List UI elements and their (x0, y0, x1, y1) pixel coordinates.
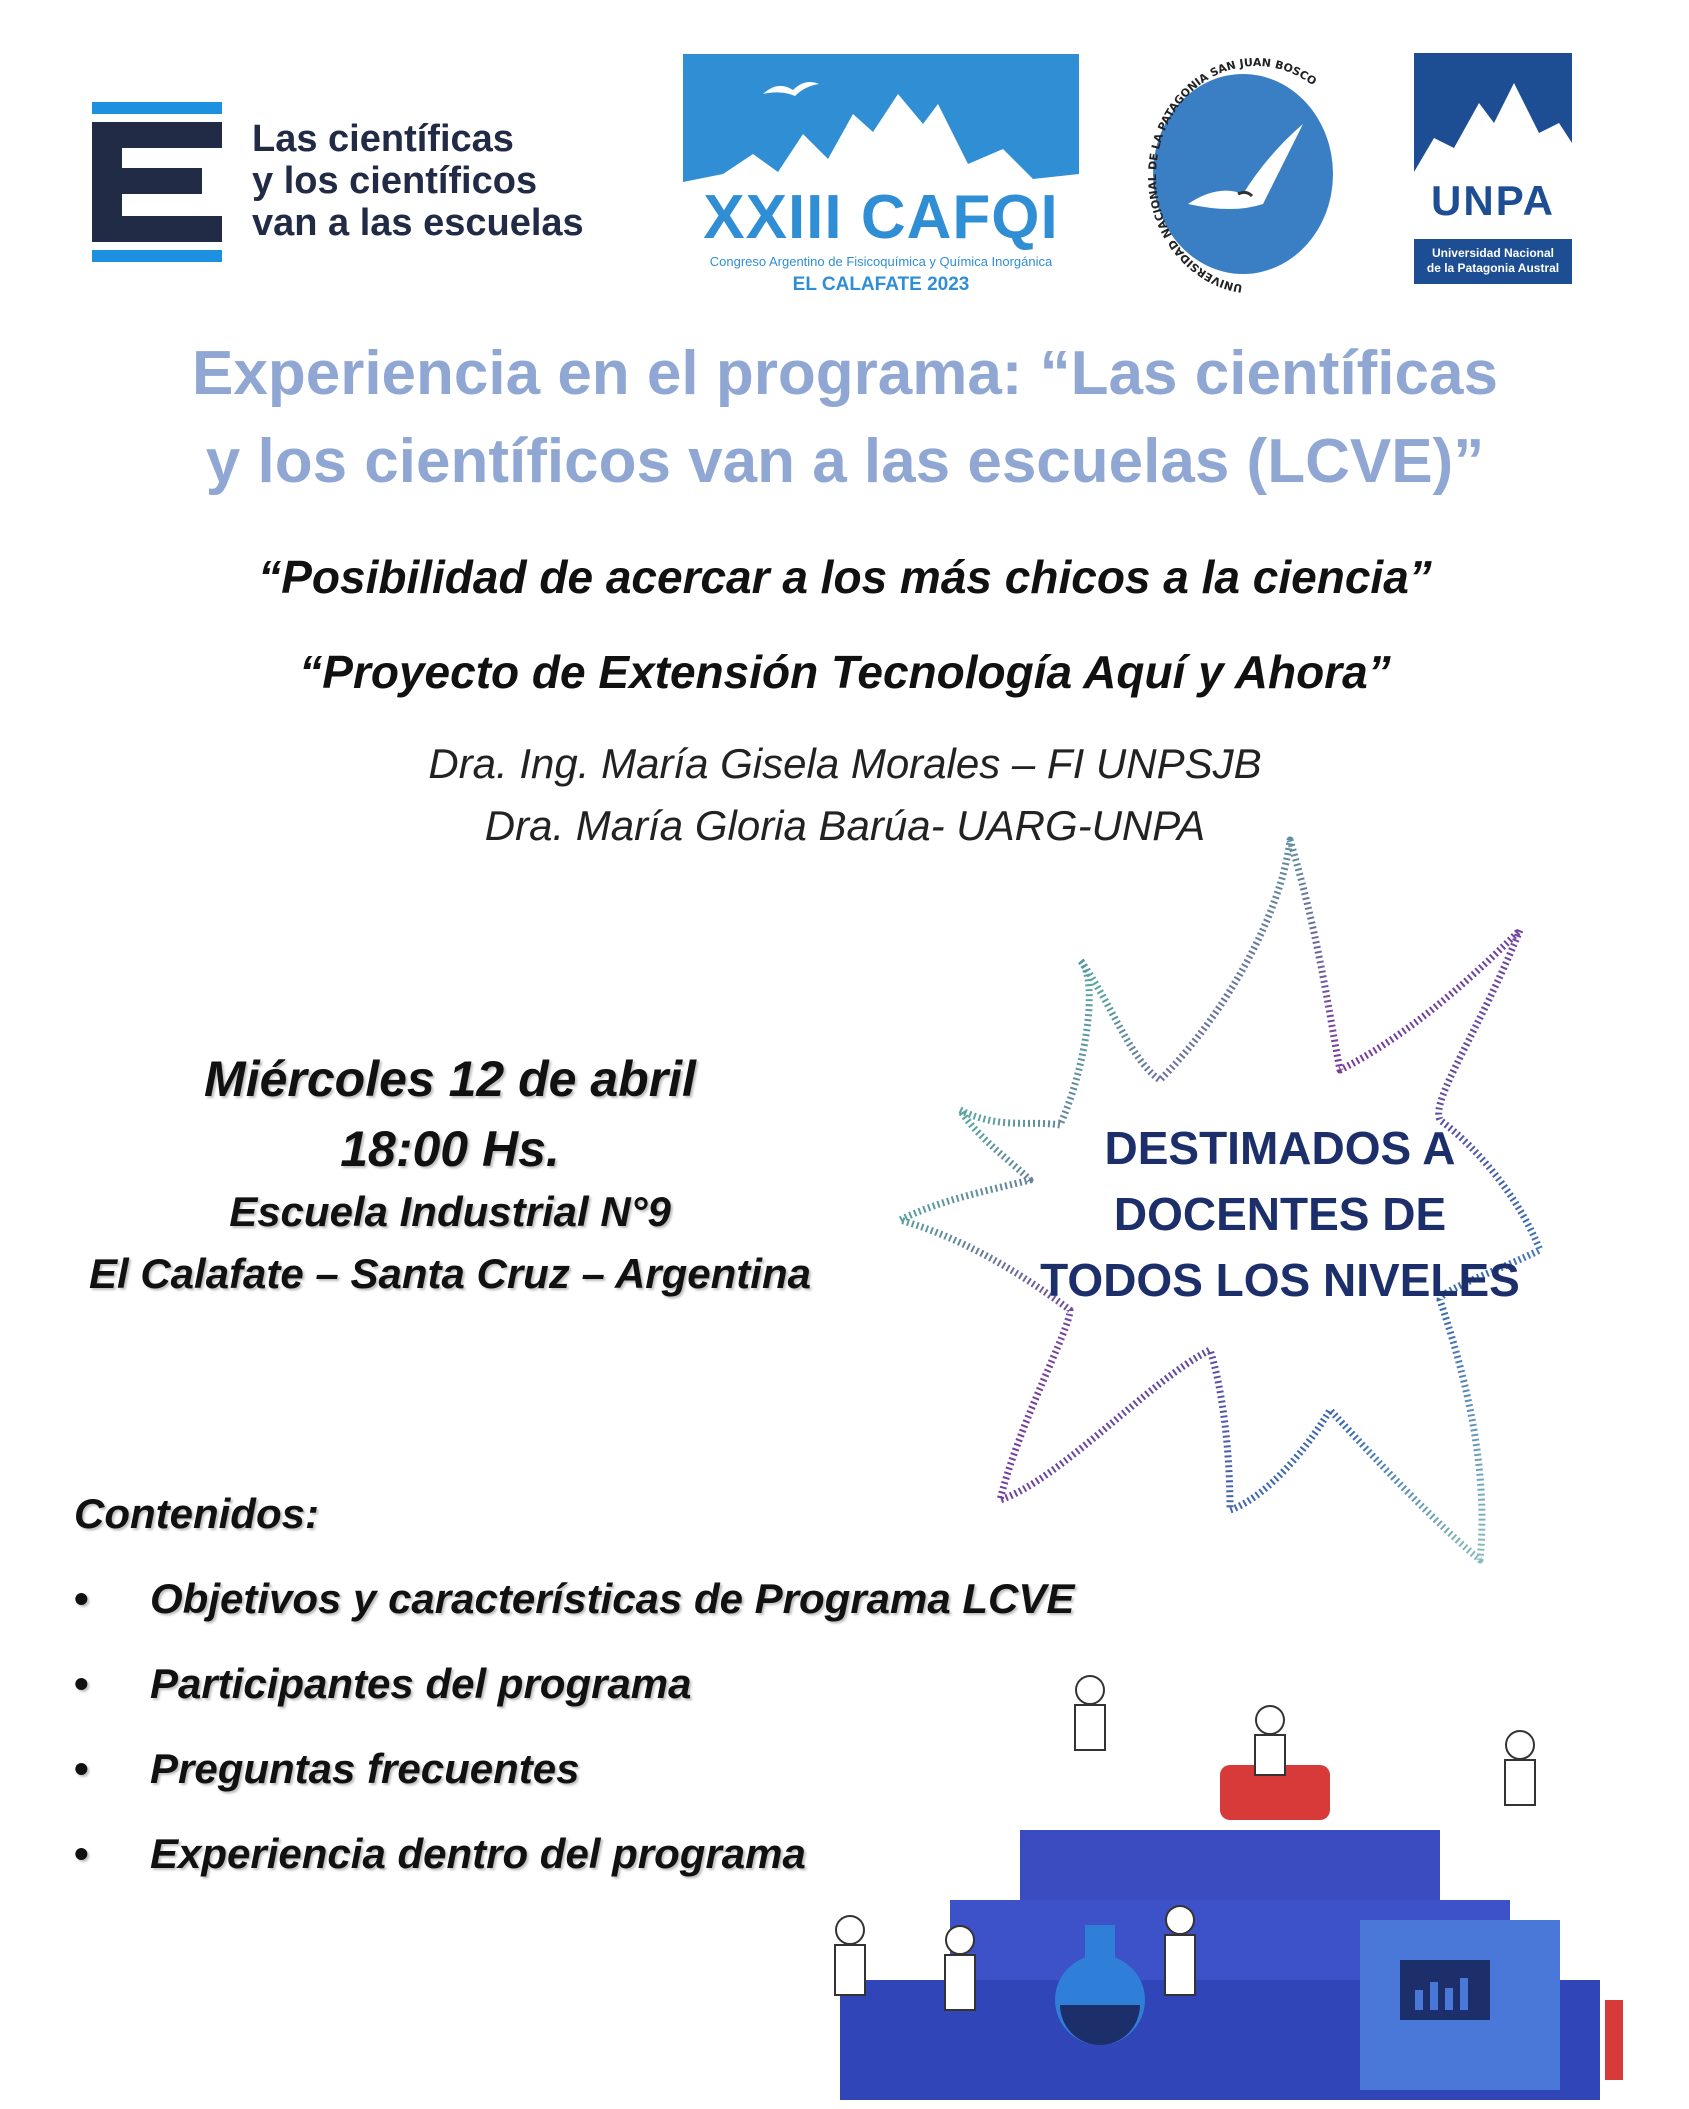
author-line: Dra. Ing. María Gisela Morales – FI UNPSJB (428, 740, 1262, 787)
page-title: Experiencia en el programa: “Las científicas y los científicos van a las escuelas (LCVE)” (192, 339, 1498, 496)
contents-heading: Contenidos: (74, 1490, 319, 1537)
cafqi-year: EL CALAFATE 2023 (792, 274, 970, 295)
author-line: Dra. María Gloria Barúa- UARG-UNPA (484, 802, 1206, 849)
audience-text: DESTIMADOS A DOCENTES DE TODOS LOS NIVELES (1040, 1122, 1520, 1306)
unpsjb-ring-text: UNIVERSIDAD NACIONAL DE LA PATAGONIA SAN JUAN BOSCO (1146, 55, 1319, 295)
list-item: • Participantes del programa (74, 1660, 692, 1707)
unpa-logo (1414, 53, 1572, 284)
unpa-name: UNPA (1431, 177, 1555, 224)
quote-subtitle: “Posibilidad de acercar a los más chicos a la ciencia” (258, 551, 1432, 603)
event-school: Escuela Industrial N°9 (229, 1188, 671, 1235)
list-item: • Preguntas frecuentes (74, 1745, 580, 1792)
cafqi-title: XXIII CAFQI (703, 183, 1059, 252)
project-subtitle: “Proyecto de Extensión Tecnología Aquí y Ahora” (299, 646, 1391, 698)
cafqi-subtitle: Congreso Argentino de Fisicoquímica y Química Inorgánica (709, 254, 1053, 269)
lcve-logo-text: Las científicas y los científicos van a las escuelas (252, 118, 584, 244)
cafqi-logo (683, 54, 1079, 298)
albatross-icon (763, 82, 819, 96)
mountain-icon (683, 54, 1079, 194)
mountain-icon (1414, 53, 1572, 172)
unpa-subtitle: Universidad Nacional de la Patagonia Austral (1414, 239, 1572, 284)
event-time: 18:00 Hs. (340, 1121, 560, 1177)
event-date: Miércoles 12 de abril (204, 1051, 696, 1107)
event-place: El Calafate – Santa Cruz – Argentina (89, 1250, 811, 1297)
lcve-logo (92, 102, 652, 262)
list-item: • Experiencia dentro del programa (74, 1830, 806, 1877)
unpsjb-seal (1143, 54, 1369, 304)
list-item: • Objetivos y características de Programa LCVE (74, 1575, 1075, 1622)
lcve-mark-icon (92, 102, 222, 262)
kids-science-illustration (800, 1670, 1660, 2100)
